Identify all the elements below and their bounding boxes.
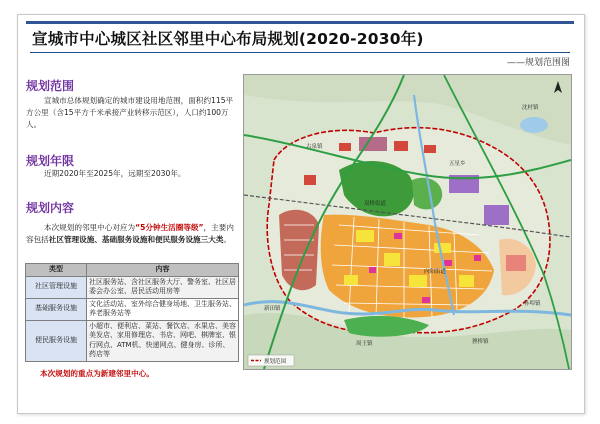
settlement-block <box>394 141 408 151</box>
content-text-highlight: “5分钟生活圈等级” <box>135 223 204 232</box>
com-patch <box>444 260 452 266</box>
scope-text <box>26 95 234 131</box>
content-heading: 规划内容 <box>26 201 75 215</box>
period-text-body: 近期2020年至2025年，远期至2030年。 <box>44 169 186 178</box>
key-note: 本次规划的重点为新建邻里中心。 <box>40 369 154 378</box>
lake <box>520 117 548 133</box>
map-label: 五星乡 <box>449 161 466 167</box>
row-content: 小超市、便利店、菜站、餐饮店、水果店、美容美发店、家用修理店、书店、网吧、棋牌室、银行网点、ATM机、快递网点、健身房、诊所、药店等 <box>87 320 239 361</box>
top-accent-bar <box>26 21 574 24</box>
scope-text-body: 宣城市总体规划确定的城市建设用地范围，面积约115平方公里（含15平方千米承接产业转移示范区），人口约100万人。 <box>26 96 234 129</box>
com-patch <box>422 297 430 303</box>
com-patch <box>369 267 376 273</box>
map-label: 孙埠镇 <box>524 301 541 307</box>
row-content: 社区服务站、含社区服务大厅、警务室、社区居委会办公室、居民活动用房等 <box>87 276 239 298</box>
scope-heading: 规划范围 <box>26 79 75 93</box>
ind-patch <box>484 205 509 225</box>
map-label: 周王镇 <box>356 341 373 347</box>
facility-table <box>25 263 239 362</box>
map-label: 狸桥镇 <box>472 339 489 345</box>
res-patch <box>344 275 358 285</box>
period-heading: 规划年限 <box>26 154 75 168</box>
page-subtitle: ——规划范围图 <box>506 58 570 68</box>
east-res <box>506 255 526 271</box>
west-residential <box>279 210 319 290</box>
content-text-2: ，主要内容包括 <box>26 223 234 244</box>
row-type: 社区管理设施 <box>26 276 87 298</box>
row-type: 基础服务设施 <box>26 298 87 320</box>
table-row <box>26 276 239 298</box>
content-text <box>26 222 234 246</box>
map-legend <box>248 355 294 366</box>
map-label: 古泉镇 <box>306 144 323 150</box>
res-patch <box>434 243 451 253</box>
table-header-row <box>26 264 239 277</box>
settlement-block <box>424 145 436 153</box>
content-text-bold: 社区管理设施、基础服务设施和便民服务设施三大类 <box>48 235 224 244</box>
map-label: 新田镇 <box>264 306 281 312</box>
page-title: 宣城市中心城区社区邻里中心布局规划(2020-2030年) <box>32 30 424 48</box>
map-label: 向阳街道 <box>424 269 447 275</box>
legend-label: 规划范围 <box>264 359 287 365</box>
document-page <box>17 14 585 414</box>
settlement-block <box>339 143 351 151</box>
res-patch <box>356 230 374 242</box>
res-patch <box>384 253 400 266</box>
map-label: 双桥街道 <box>364 201 387 207</box>
title-divider <box>30 52 570 53</box>
content-text-1: 本次规划的邻里中心对应为 <box>44 223 136 232</box>
row-type: 便民服务设施 <box>26 320 87 361</box>
planning-map <box>243 74 572 370</box>
com-patch <box>394 233 402 239</box>
map-label: 沈村镇 <box>522 105 539 111</box>
res-patch <box>409 275 427 287</box>
content-text-3: 。 <box>223 235 232 244</box>
period-text <box>26 168 234 180</box>
table-row <box>26 320 239 361</box>
res-patch <box>459 275 474 287</box>
com-patch <box>474 255 481 261</box>
table-row <box>26 298 239 320</box>
table-header-type: 类型 <box>26 264 87 277</box>
settlement-block <box>304 175 316 185</box>
table-header-content: 内容 <box>87 264 239 277</box>
map-svg <box>244 75 571 369</box>
row-content: 文化活动站、室外综合健身场地、卫生服务站、养老服务站等 <box>87 298 239 320</box>
